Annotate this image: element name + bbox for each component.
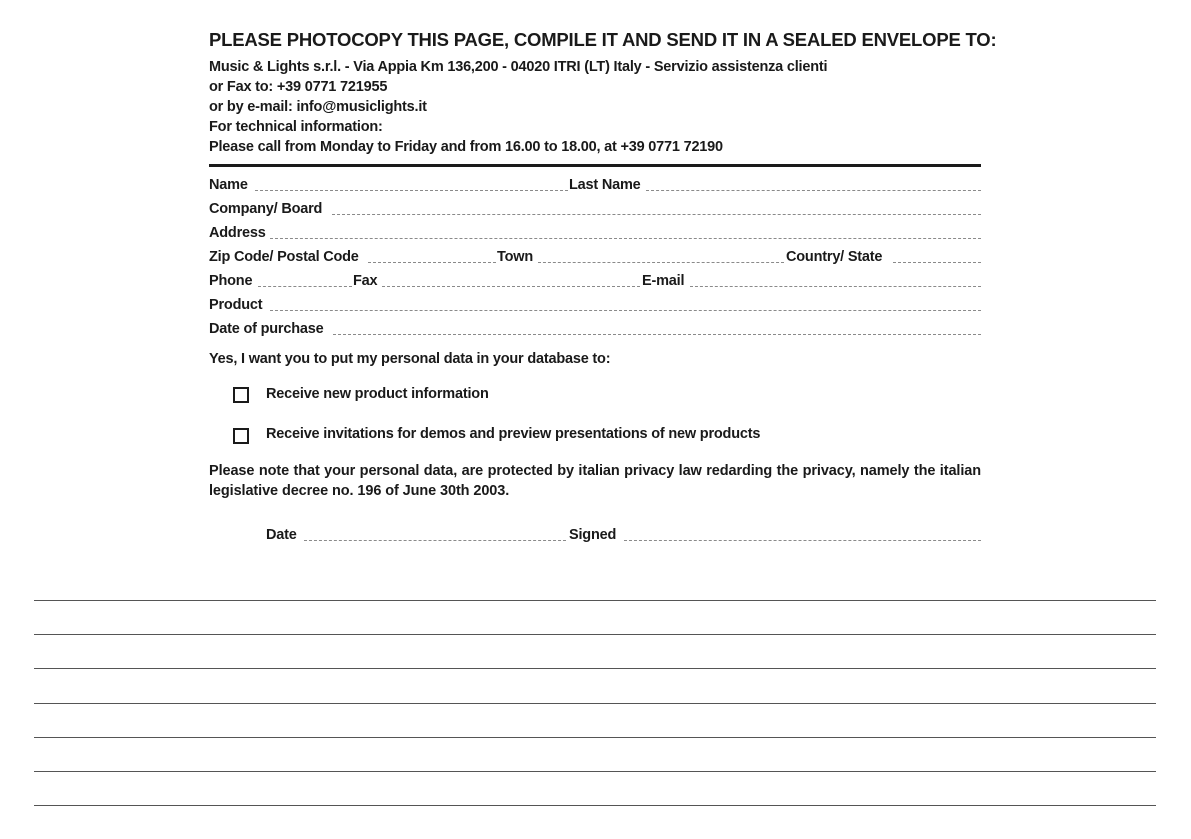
demo-invitations-checkbox[interactable] <box>233 428 249 444</box>
address-label: Address <box>209 225 269 241</box>
fax-line: or Fax to: +39 0771 721955 <box>209 79 388 95</box>
date-label: Date <box>266 527 300 543</box>
header-divider <box>209 164 981 167</box>
company-address: Music & Lights s.r.l. - Via Appia Km 136,200 - 04020 ITRI (LT) Italy - Servizio assistenza clienti <box>209 59 828 75</box>
company-label: Company/ Board <box>209 201 325 217</box>
signature-field[interactable] <box>624 540 981 541</box>
tech-info-line: For technical information: <box>209 119 383 135</box>
signed-label: Signed <box>569 527 619 543</box>
notes-line <box>34 600 1156 601</box>
notes-line <box>34 805 1156 806</box>
date-of-purchase-label: Date of purchase <box>209 321 326 337</box>
notes-line <box>34 771 1156 772</box>
name-label: Name <box>209 177 251 193</box>
email-field[interactable] <box>690 286 981 287</box>
country-label: Country/ State <box>786 249 885 265</box>
product-info-checkbox[interactable] <box>233 387 249 403</box>
notes-line <box>34 703 1156 704</box>
notes-line <box>34 634 1156 635</box>
fax-label: Fax <box>353 273 380 289</box>
name-field[interactable] <box>255 190 568 191</box>
notes-line <box>34 668 1156 669</box>
phone-label: Phone <box>209 273 255 289</box>
product-label: Product <box>209 297 265 313</box>
company-field[interactable] <box>332 214 981 215</box>
country-field[interactable] <box>893 262 981 263</box>
notes-line <box>34 737 1156 738</box>
call-hours-line: Please call from Monday to Friday and from 16.00 to 18.00, at +39 0771 72190 <box>209 139 723 155</box>
zip-label: Zip Code/ Postal Code <box>209 249 362 265</box>
town-field[interactable] <box>538 262 784 263</box>
last-name-label: Last Name <box>569 177 644 193</box>
town-label: Town <box>497 249 536 265</box>
email-label: E-mail <box>642 273 687 289</box>
demo-invitations-label: Receive invitations for demos and preview presentations of new products <box>266 426 761 442</box>
address-field[interactable] <box>270 238 981 239</box>
consent-question: Yes, I want you to put my personal data in your database to: <box>209 351 611 367</box>
privacy-note: Please note that your personal data, are protected by italian privacy law redarding the privacy, namely the italian legislative decree no. 196 of June 30th 2003. <box>209 463 981 499</box>
email-line: or by e-mail: info@musiclights.it <box>209 99 427 115</box>
page-title: PLEASE PHOTOCOPY THIS PAGE, COMPILE IT AND SEND IT IN A SEALED ENVELOPE TO: <box>209 29 997 50</box>
date-field[interactable] <box>304 540 566 541</box>
last-name-field[interactable] <box>646 190 981 191</box>
product-info-label: Receive new product information <box>266 386 489 402</box>
zip-field[interactable] <box>368 262 496 263</box>
fax-field[interactable] <box>382 286 640 287</box>
phone-field[interactable] <box>258 286 352 287</box>
date-of-purchase-field[interactable] <box>333 334 981 335</box>
product-field[interactable] <box>270 310 981 311</box>
